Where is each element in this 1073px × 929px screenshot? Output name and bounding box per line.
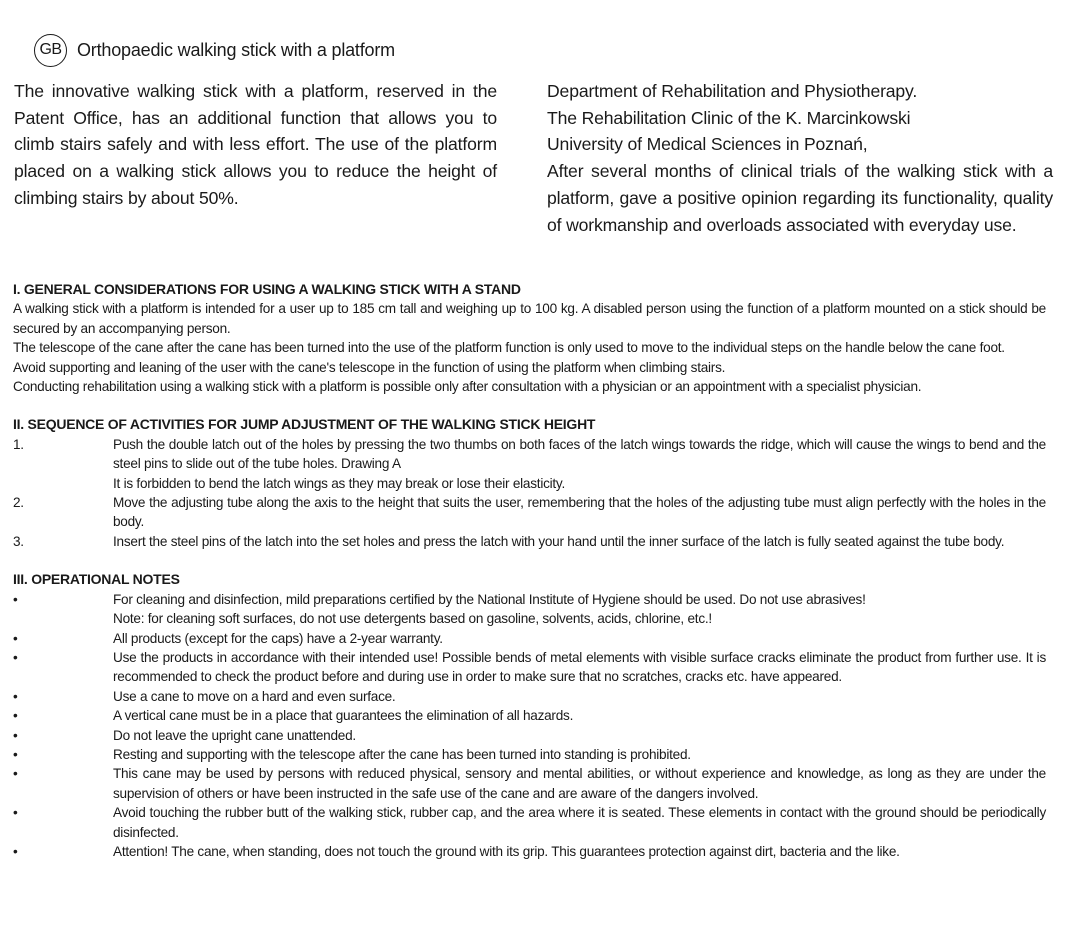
paragraph: The telescope of the cane after the cane has been turned into the use of the platform function is only used to move to the individual steps on the handle below the cane foot. <box>13 340 1005 356</box>
note-text: Use the products in accordance with their intended use! Possible bends of metal elements with visible surface cracks eliminate the product from further use. It is recommended to check the product before and during use in order to make sure that no scratches, cracks etc. have appeared. <box>113 649 1046 685</box>
instructions <box>13 280 1046 861</box>
section-heading: II. SEQUENCE OF ACTIVITIES FOR JUMP ADJUSTMENT OF THE WALKING STICK HEIGHT <box>13 416 596 433</box>
note-text: Attention! The cane, when standing, does not touch the ground with its grip. This guarantees protection against dirt, bacteria and the like. <box>113 843 900 859</box>
list-item <box>13 629 1046 648</box>
bullet: • <box>13 708 18 724</box>
bullet: • <box>13 766 18 782</box>
step-item <box>13 532 1046 551</box>
paragraph: A walking stick with a platform is intended for a user up to 185 cm tall and weighing up to 100 kg. A disabled person using the function of a platform mounted on a stick should be secured by an accompanying person. <box>13 301 1046 336</box>
department-line: Department of Rehabilitation and Physiotherapy. <box>547 81 918 101</box>
note-text: All products (except for the caps) have a 2-year warranty. <box>113 630 443 646</box>
section-body <box>13 299 1046 396</box>
step-item <box>13 493 1046 532</box>
gb-language-badge: GB <box>34 34 67 67</box>
step-note: It is forbidden to bend the latch wings as they may break or lose their elasticity. <box>113 475 565 491</box>
list-item <box>13 803 1046 842</box>
university-line: University of Medical Sciences in Poznań, <box>547 134 868 155</box>
bullet: • <box>13 727 18 743</box>
step-number: 2. <box>13 495 24 511</box>
note-text: Resting and supporting with the telescope after the cane has been turned into standing is prohibited. <box>113 746 691 762</box>
bullet: • <box>13 805 18 821</box>
note-text: For cleaning and disinfection, mild preparations certified by the National Institute of Hygiene should be used. Do not use abrasives! <box>113 591 866 607</box>
intro-left-column <box>14 78 497 212</box>
section-heading: I. GENERAL CONSIDERATIONS FOR USING A WALKING STICK WITH A STAND <box>13 281 521 297</box>
list-item <box>13 706 1046 725</box>
clinic-line: The Rehabilitation Clinic of the K. Marcinkowski <box>547 107 911 128</box>
bullet: • <box>13 630 18 646</box>
list-item <box>13 745 1046 764</box>
note-text: This cane may be used by persons with reduced physical, sensory and mental abilities, or without experience and knowledge, as long as they are under the supervision of others or have been instructed in the safe use of the cane and are aware of the dangers involved. <box>113 766 1046 801</box>
list-item <box>13 764 1046 803</box>
step-number: 1. <box>13 436 24 452</box>
note-subtext: Note: for cleaning soft surfaces, do not use detergents based on gasoline, solvents, acids, chlorine, etc.! <box>113 611 712 627</box>
page-title: Orthopaedic walking stick with a platform <box>77 39 395 60</box>
bullet: • <box>13 591 18 607</box>
list-item <box>13 590 1046 629</box>
list-item <box>13 687 1046 706</box>
bullet: • <box>13 843 18 859</box>
section-general-considerations <box>13 280 1046 396</box>
bullet: • <box>13 746 18 762</box>
note-text: A vertical cane must be in a place that guarantees the elimination of all hazards. <box>113 708 574 724</box>
note-text: Use a cane to move on a hard and even surface. <box>113 688 396 704</box>
section-height-adjustment <box>13 415 1046 551</box>
intro-right-column <box>547 78 1053 238</box>
bullet: • <box>13 688 18 704</box>
paragraph: Avoid supporting and leaning of the user with the cane's telescope in the function of using the platform when climbing stairs. <box>13 359 726 375</box>
section-heading: III. OPERATIONAL NOTES <box>13 571 180 588</box>
list-item <box>13 726 1046 745</box>
step-text: Move the adjusting tube along the axis to the height that suits the user, remembering that the holes of the adjusting tube must align perfectly with the holes in the body. <box>113 495 1046 530</box>
intro-paragraph: The innovative walking stick with a platform, reserved in the Patent Office, has an additional function that allows you to climb stairs safely and with less effort. The use of the platform placed on a walking stick allows you to reduce the height of climbing stairs by about 50%. <box>14 81 497 208</box>
step-number: 3. <box>13 533 24 549</box>
section-operational-notes <box>13 570 1046 861</box>
list-item <box>13 648 1046 687</box>
clinical-trials-paragraph: After several months of clinical trials of the walking stick with a platform, gave a positive opinion regarding its functionality, quality of workmanship and overloads associated with everyday use. <box>547 161 1053 235</box>
paragraph: Conducting rehabilitation using a walking stick with a platform is possible only after consultation with a physician or an appointment with a specialist physician. <box>13 379 922 395</box>
step-text: Push the double latch out of the holes by pressing the two thumbs on both faces of the latch wings towards the ridge, which will cause the wings to bend and the steel pins to slide out of the tube holes. Drawing A <box>113 436 1046 472</box>
note-text: Avoid touching the rubber butt of the walking stick, rubber cap, and the area where it is seated. These elements in contact with the ground should be periodically disinfected. <box>113 805 1046 840</box>
bullet: • <box>13 649 18 665</box>
list-item <box>13 842 1046 861</box>
header <box>34 33 395 67</box>
step-item <box>13 435 1046 493</box>
step-text: Insert the steel pins of the latch into the set holes and press the latch with your hand until the inner surface of the latch is fully seated against the tube body. <box>113 533 1005 549</box>
note-text: Do not leave the upright cane unattended. <box>113 727 356 743</box>
